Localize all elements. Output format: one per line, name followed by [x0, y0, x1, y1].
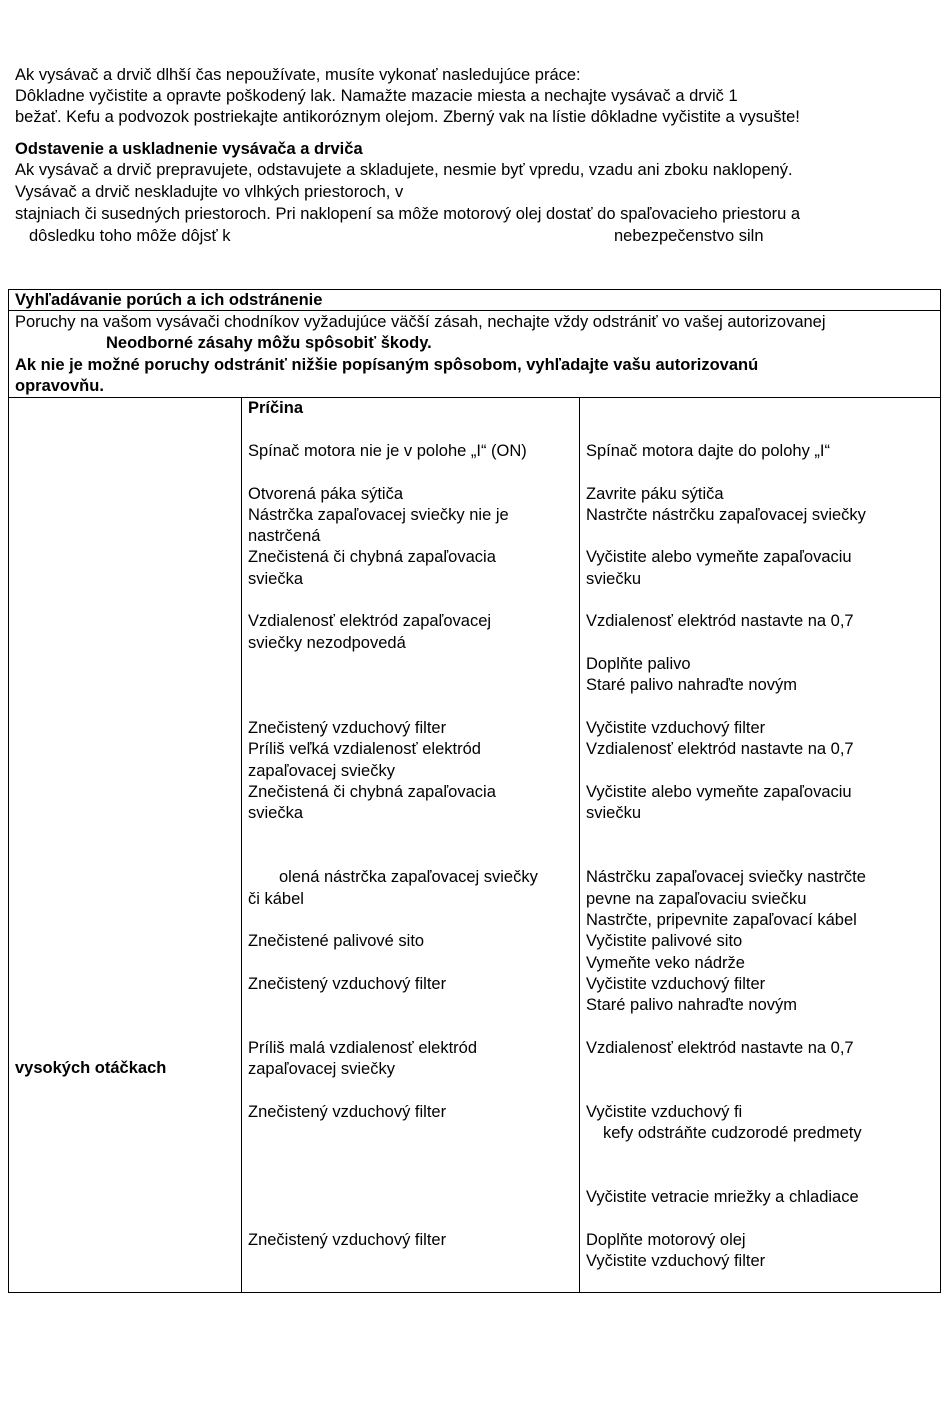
- remedy-item: sviečku: [586, 804, 642, 822]
- cause-item: Znečistený vzduchový filter: [248, 1103, 447, 1121]
- fault-label: vysokých otáčkach: [15, 1059, 167, 1077]
- cause-item: Znečistené palivové sito: [248, 932, 425, 950]
- cause-item: sviečky nezodpovedá: [248, 634, 406, 652]
- remedy-item: Vyčistite vetracie mriežky a chladiace: [586, 1188, 859, 1206]
- cause-item: či kábel: [248, 890, 304, 908]
- storage-line-3: stajniach či susedných priestoroch. Pri naklopení sa môže motorový olej dostať do spaľovacieho priestoru a: [15, 205, 801, 223]
- remedy-item: Staré palivo nahraďte novým: [586, 676, 798, 694]
- cause-item: Nástrčka zapaľovacej sviečky nie je: [248, 506, 509, 524]
- cause-item: Znečistená či chybná zapaľovacia: [248, 548, 496, 566]
- remedy-item: kefy odstráňte cudzorodé predmety: [603, 1124, 862, 1142]
- table-divider-intro: [9, 397, 940, 398]
- table-column-divider-1: [241, 398, 242, 1292]
- remedy-item: Vzdialenosť elektród nastavte na 0,7: [586, 612, 854, 630]
- remedy-item: Vyčistite palivové sito: [586, 932, 743, 950]
- remedy-item: Vymeňte veko nádrže: [586, 954, 745, 972]
- remedy-item: Vyčistite vzduchový filter: [586, 975, 766, 993]
- remedy-item: Doplňte palivo: [586, 655, 691, 673]
- table-intro-line-2: Neodborné zásahy môžu spôsobiť škody.: [106, 334, 432, 352]
- table-column-divider-2: [579, 398, 580, 1292]
- remedy-item: Nastrčte nástrčku zapaľovacej sviečky: [586, 506, 866, 524]
- remedy-item: Staré palivo nahraďte novým: [586, 996, 798, 1014]
- cause-item: Vzdialenosť elektród zapaľovacej: [248, 612, 492, 630]
- storage-line-4a: dôsledku toho môže dôjsť k: [29, 227, 231, 245]
- storage-line-2: Vysávač a drvič neskladujte vo vlhkých priestoroch, v: [15, 183, 404, 201]
- remedy-item: Nástrčku zapaľovacej sviečky nastrčte: [586, 868, 866, 886]
- cause-item: sviečka: [248, 570, 304, 588]
- remedy-item: Nastrčte, pripevnite zapaľovací kábel: [586, 911, 857, 929]
- storage-heading: Odstavenie a uskladnenie vysávača a drviča: [15, 140, 363, 158]
- table-title: Vyhľadávanie porúch a ich odstránenie: [15, 291, 323, 309]
- remedy-item: Vzdialenosť elektród nastavte na 0,7: [586, 740, 854, 758]
- cause-item: Spínač motora nie je v polohe „I“ (ON): [248, 442, 527, 460]
- storage-line-1: Ak vysávač a drvič prepravujete, odstavujete a skladujete, nesmie byť vpredu, vzadu ani zboku naklopený.: [15, 161, 793, 179]
- cause-header: Príčina: [248, 399, 304, 417]
- cause-item: Znečistená či chybná zapaľovacia: [248, 783, 496, 801]
- storage-line-4b: nebezpečenstvo siln: [614, 227, 764, 245]
- intro-line-3: bežať. Kefu a podvozok postriekajte antikoróznym olejom. Zberný vak na lístie dôkladne vyčistite a vysušte!: [15, 108, 800, 126]
- cause-item: zapaľovacej sviečky: [248, 1060, 395, 1078]
- cause-item: Príliš malá vzdialenosť elektród: [248, 1039, 478, 1057]
- remedy-item: Vzdialenosť elektród nastavte na 0,7: [586, 1039, 854, 1057]
- cause-item: Príliš veľká vzdialenosť elektród: [248, 740, 481, 758]
- intro-line-1: Ak vysávač a drvič dlhší čas nepoužívate, musíte vykonať nasledujúce práce:: [15, 66, 581, 84]
- remedy-item: pevne na zapaľovaciu sviečku: [586, 890, 807, 908]
- table-intro-line-3: Ak nie je možné poruchy odstrániť nižšie popísaným spôsobom, vyhľadajte vašu autorizovanú: [15, 356, 759, 374]
- table-intro-line-4: opravovňu.: [15, 377, 104, 395]
- remedy-item: Vyčistite alebo vymeňte zapaľovaciu: [586, 783, 852, 801]
- remedy-item: Vyčistite vzduchový filter: [586, 719, 766, 737]
- cause-item: zapaľovacej sviečky: [248, 762, 395, 780]
- table-intro-line-1: Poruchy na vašom vysávači chodníkov vyžadujúce väčší zásah, nechajte vždy odstrániť vo vašej autorizovanej: [15, 313, 826, 331]
- intro-line-2: Dôkladne vyčistite a opravte poškodený lak. Namažte mazacie miesta a nechajte vysávač a drvič 1: [15, 87, 738, 105]
- cause-item: sviečka: [248, 804, 304, 822]
- cause-item: nastrčená: [248, 527, 321, 545]
- remedy-item: sviečku: [586, 570, 642, 588]
- cause-item: Otvorená páka sýtiča: [248, 485, 403, 503]
- cause-item: Znečistený vzduchový filter: [248, 1231, 447, 1249]
- cause-item: olená nástrčka zapaľovacej sviečky: [279, 868, 538, 886]
- cause-item: Znečistený vzduchový filter: [248, 719, 447, 737]
- remedy-item: Vyčistite vzduchový filter: [586, 1252, 766, 1270]
- cause-item: Znečistený vzduchový filter: [248, 975, 447, 993]
- remedy-item: Zavrite páku sýtiča: [586, 485, 724, 503]
- remedy-item: Doplňte motorový olej: [586, 1231, 746, 1249]
- remedy-item: Spínač motora dajte do polohy „I“: [586, 442, 830, 460]
- remedy-item: Vyčistite alebo vymeňte zapaľovaciu: [586, 548, 852, 566]
- remedy-item: Vyčistite vzduchový fi: [586, 1103, 743, 1121]
- troubleshooting-table: [8, 289, 941, 1293]
